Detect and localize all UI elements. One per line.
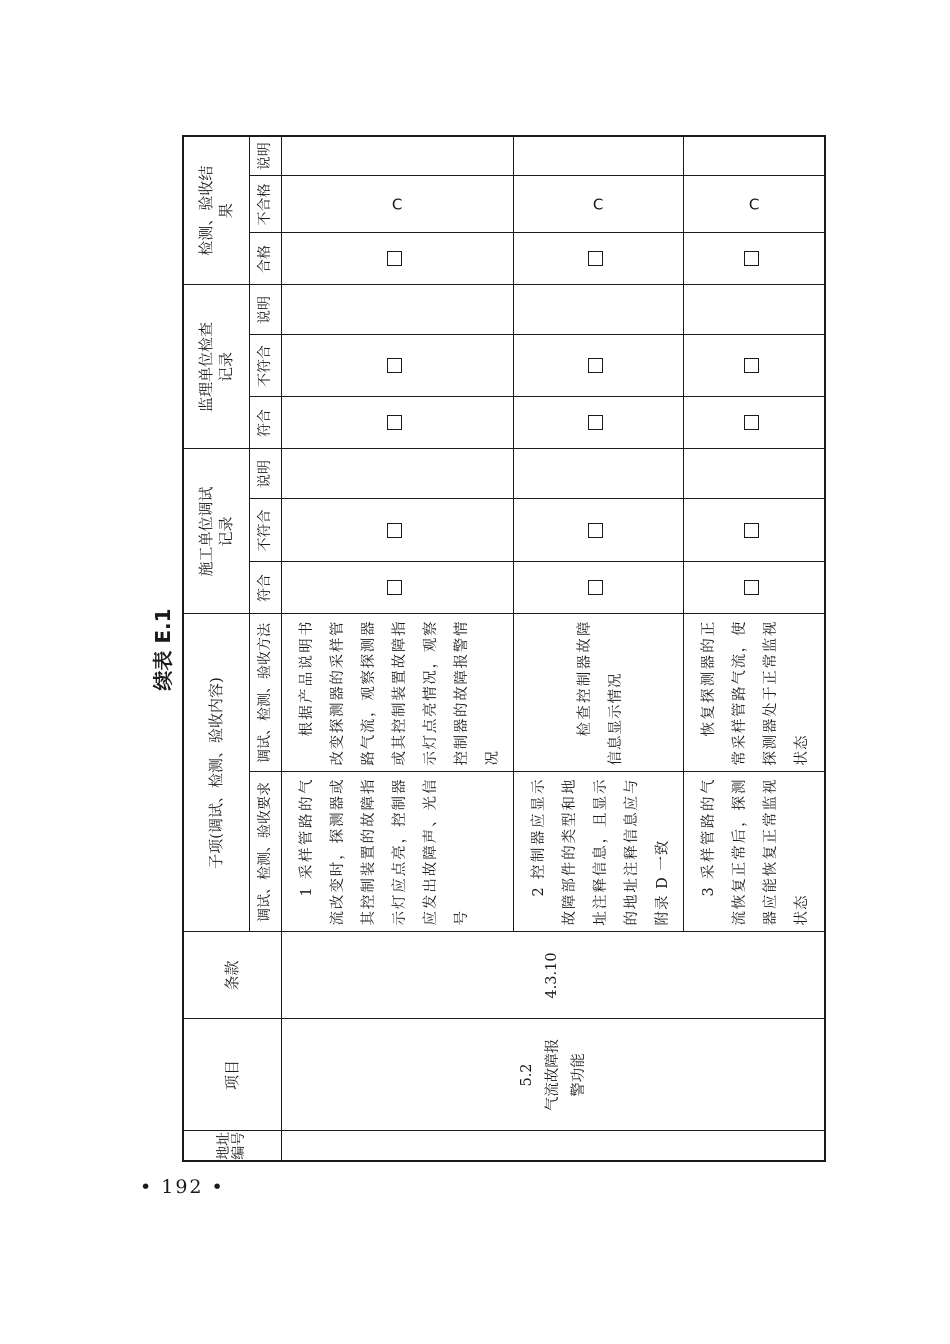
address-no-cell	[281, 1131, 825, 1161]
header-subitem: 子项(调试、检测、验收内容)	[183, 614, 249, 932]
construction-nonconform-checkbox[interactable]	[683, 499, 825, 562]
supervision-nonconform-checkbox[interactable]	[281, 335, 513, 397]
clause-cell: 4.3.10	[281, 932, 825, 1019]
requirement-cell: 3 采样管路的气流恢复正常后，探测器应能恢复正常监视状态	[683, 772, 825, 932]
supervision-conform-checkbox[interactable]	[513, 397, 683, 449]
table-caption: 续表 E.1	[151, 608, 175, 691]
supervision-remark-cell[interactable]	[513, 285, 683, 335]
method-cell: 根据产品说明书改变探测器的采样管路气流，观察探测器或其控制装置故障指示灯点亮情况，观察控制器的故障报警情况	[281, 614, 513, 772]
header-result-pass: 合格	[249, 233, 281, 285]
header-address-no: 地址编号	[183, 1131, 281, 1161]
result-remark-cell[interactable]	[683, 136, 825, 176]
header-result-remark: 说明	[249, 136, 281, 176]
header-supervision-nonconform: 不符合	[249, 335, 281, 397]
header-result-text: 检测、验收结果	[197, 165, 236, 256]
header-supervision-unit-text: 监理单位检查记录	[197, 321, 236, 412]
result-remark-cell[interactable]	[513, 136, 683, 176]
construction-nonconform-checkbox[interactable]	[513, 499, 683, 562]
header-requirement: 调试、检测、验收要求	[249, 772, 281, 932]
header-supervision-unit	[183, 285, 249, 449]
supervision-conform-checkbox[interactable]	[683, 397, 825, 449]
supervision-conform-checkbox[interactable]	[281, 397, 513, 449]
construction-nonconform-checkbox[interactable]	[281, 499, 513, 562]
table-row	[281, 136, 513, 1161]
header-clause: 条款	[183, 932, 281, 1019]
result-pass-checkbox[interactable]	[281, 233, 513, 285]
supervision-nonconform-checkbox[interactable]	[683, 335, 825, 397]
rotated-table-page	[145, 137, 810, 1162]
result-pass-checkbox[interactable]	[683, 233, 825, 285]
method-cell: 恢复探测器的正常采样管路气流，使探测器处于正常监视状态	[683, 614, 825, 772]
header-construction-unit-text: 施工单位调试记录	[197, 486, 236, 577]
construction-conform-checkbox[interactable]	[513, 562, 683, 614]
construction-conform-checkbox[interactable]	[281, 562, 513, 614]
supervision-remark-cell[interactable]	[683, 285, 825, 335]
result-fail-mark[interactable]: C	[513, 176, 683, 233]
header-method: 调试、检测、验收方法	[249, 614, 281, 772]
result-fail-mark[interactable]: C	[683, 176, 825, 233]
header-result-fail: 不合格	[249, 176, 281, 233]
item-cell	[281, 1019, 825, 1131]
header-supervision-conform: 符合	[249, 397, 281, 449]
header-construction-unit	[183, 449, 249, 614]
construction-conform-checkbox[interactable]	[683, 562, 825, 614]
header-result	[183, 136, 249, 285]
header-construction-remark: 说明	[249, 449, 281, 499]
supervision-nonconform-checkbox[interactable]	[513, 335, 683, 397]
header-supervision-remark: 说明	[249, 285, 281, 335]
header-item: 项目	[183, 1019, 281, 1131]
item-name: 气流故障报警功能	[544, 1038, 587, 1112]
result-pass-checkbox[interactable]	[513, 233, 683, 285]
construction-remark-cell[interactable]	[281, 449, 513, 499]
supervision-remark-cell[interactable]	[281, 285, 513, 335]
item-no: 5.2	[518, 1063, 535, 1087]
construction-remark-cell[interactable]	[683, 449, 825, 499]
header-construction-conform: 符合	[249, 562, 281, 614]
requirement-cell: 1 采样管路的气流改变时，探测器或其控制装置的故障指示灯应点亮，控制器应发出故障声、光信号	[281, 772, 513, 932]
result-fail-mark[interactable]: C	[281, 176, 513, 233]
method-cell: 检查控制器故障信息显示情况	[513, 614, 683, 772]
construction-remark-cell[interactable]	[513, 449, 683, 499]
header-construction-nonconform: 不符合	[249, 499, 281, 562]
page-number: • 192 •	[140, 1176, 225, 1198]
inspection-table	[182, 135, 826, 1162]
requirement-cell: 2 控制器应显示故障部件的类型和地址注释信息，且显示的地址注释信息应与附录 D 一致	[513, 772, 683, 932]
result-remark-cell[interactable]	[281, 136, 513, 176]
